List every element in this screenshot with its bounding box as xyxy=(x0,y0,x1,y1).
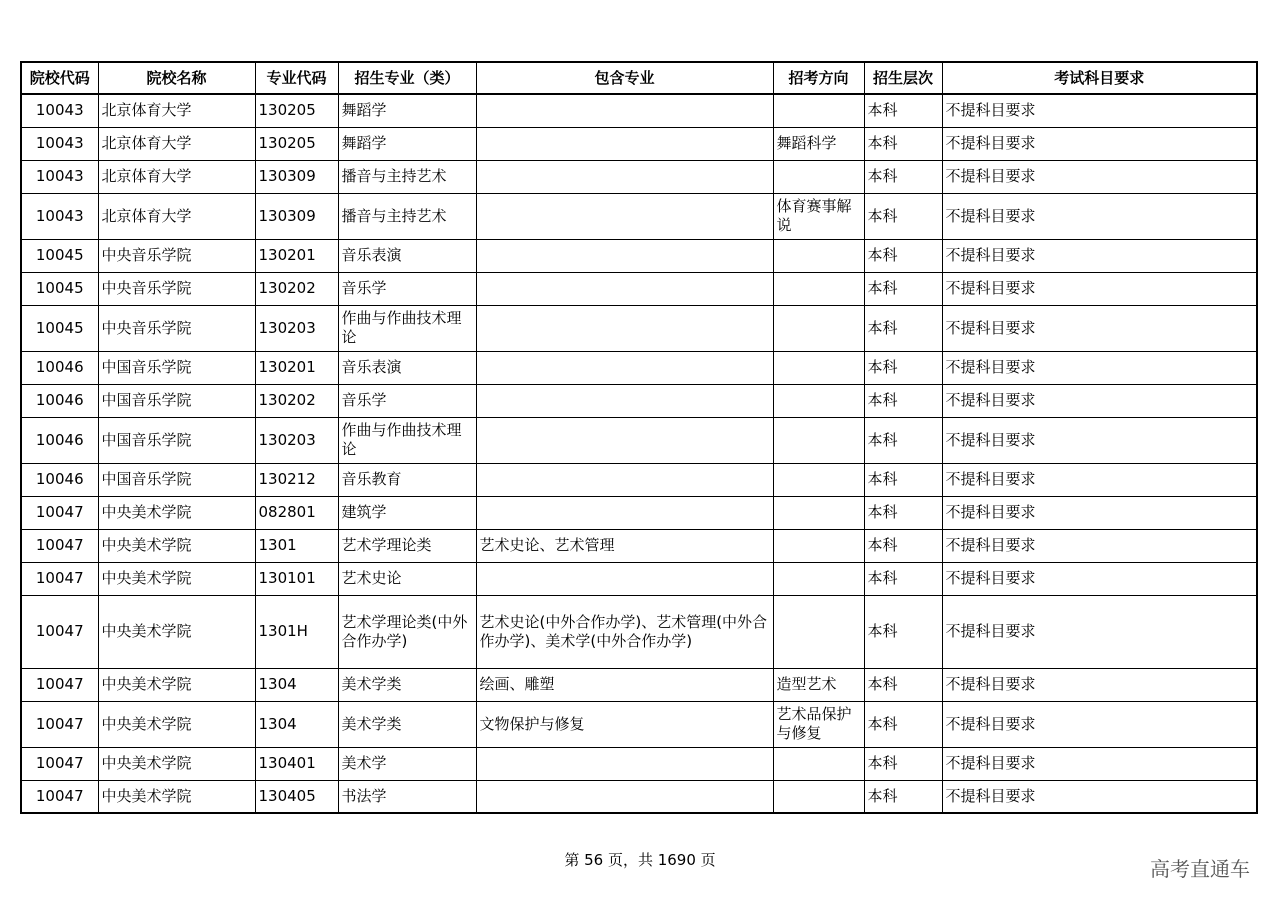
cell-level: 本科 xyxy=(864,417,942,463)
cell-school-name: 中央美术学院 xyxy=(98,701,255,747)
cell-major: 艺术学理论类(中外合作办学) xyxy=(338,595,476,668)
cell-requirement: 不提科目要求 xyxy=(942,463,1257,496)
cell-direction xyxy=(773,239,864,272)
cell-school-name: 北京体育大学 xyxy=(98,94,255,127)
cell-requirement: 不提科目要求 xyxy=(942,562,1257,595)
cell-major-code: 130212 xyxy=(255,463,338,496)
cell-includes xyxy=(476,160,773,193)
cell-includes xyxy=(476,193,773,239)
header-requirement: 考试科目要求 xyxy=(942,62,1257,94)
cell-school-name: 中央音乐学院 xyxy=(98,272,255,305)
cell-school-code: 10045 xyxy=(21,239,98,272)
cell-includes xyxy=(476,780,773,813)
cell-major-code: 130401 xyxy=(255,747,338,780)
cell-major-code: 130203 xyxy=(255,417,338,463)
cell-level: 本科 xyxy=(864,127,942,160)
cell-includes xyxy=(476,384,773,417)
cell-school-code: 10043 xyxy=(21,94,98,127)
cell-requirement: 不提科目要求 xyxy=(942,780,1257,813)
cell-school-name: 中国音乐学院 xyxy=(98,417,255,463)
cell-requirement: 不提科目要求 xyxy=(942,417,1257,463)
cell-direction xyxy=(773,529,864,562)
table-row xyxy=(21,780,1257,813)
cell-major: 作曲与作曲技术理论 xyxy=(338,417,476,463)
cell-major-code: 130202 xyxy=(255,272,338,305)
cell-includes xyxy=(476,496,773,529)
cell-direction xyxy=(773,417,864,463)
cell-school-name: 中央美术学院 xyxy=(98,496,255,529)
cell-direction xyxy=(773,384,864,417)
cell-school-code: 10046 xyxy=(21,463,98,496)
cell-requirement: 不提科目要求 xyxy=(942,305,1257,351)
cell-includes: 绘画、雕塑 xyxy=(476,668,773,701)
cell-level: 本科 xyxy=(864,351,942,384)
cell-major: 音乐表演 xyxy=(338,351,476,384)
cell-includes: 文物保护与修复 xyxy=(476,701,773,747)
table-row xyxy=(21,417,1257,463)
table-row xyxy=(21,747,1257,780)
header-major: 招生专业（类） xyxy=(338,62,476,94)
cell-direction xyxy=(773,94,864,127)
cell-school-name: 中国音乐学院 xyxy=(98,384,255,417)
cell-school-code: 10047 xyxy=(21,529,98,562)
cell-school-code: 10047 xyxy=(21,595,98,668)
cell-level: 本科 xyxy=(864,747,942,780)
cell-direction xyxy=(773,496,864,529)
cell-major-code: 130203 xyxy=(255,305,338,351)
cell-direction: 舞蹈科学 xyxy=(773,127,864,160)
cell-includes xyxy=(476,239,773,272)
table-row xyxy=(21,193,1257,239)
table-row xyxy=(21,595,1257,668)
cell-level: 本科 xyxy=(864,496,942,529)
cell-includes: 艺术史论(中外合作办学)、艺术管理(中外合作办学)、美术学(中外合作办学) xyxy=(476,595,773,668)
cell-school-code: 10045 xyxy=(21,305,98,351)
table-row xyxy=(21,127,1257,160)
header-includes: 包含专业 xyxy=(476,62,773,94)
cell-major-code: 130309 xyxy=(255,160,338,193)
cell-school-code: 10047 xyxy=(21,780,98,813)
cell-direction xyxy=(773,562,864,595)
cell-major-code: 130205 xyxy=(255,127,338,160)
cell-school-code: 10046 xyxy=(21,417,98,463)
cell-school-name: 北京体育大学 xyxy=(98,160,255,193)
cell-includes xyxy=(476,417,773,463)
header-level: 招生层次 xyxy=(864,62,942,94)
cell-direction: 造型艺术 xyxy=(773,668,864,701)
table-row xyxy=(21,239,1257,272)
cell-level: 本科 xyxy=(864,239,942,272)
cell-school-code: 10043 xyxy=(21,193,98,239)
cell-level: 本科 xyxy=(864,595,942,668)
cell-includes xyxy=(476,463,773,496)
cell-requirement: 不提科目要求 xyxy=(942,160,1257,193)
cell-major: 播音与主持艺术 xyxy=(338,160,476,193)
cell-includes xyxy=(476,127,773,160)
cell-major: 音乐表演 xyxy=(338,239,476,272)
cell-major-code: 1301H xyxy=(255,595,338,668)
cell-direction xyxy=(773,595,864,668)
cell-direction xyxy=(773,747,864,780)
cell-major-code: 1304 xyxy=(255,701,338,747)
cell-school-name: 中央美术学院 xyxy=(98,562,255,595)
admission-table xyxy=(20,61,1258,814)
cell-level: 本科 xyxy=(864,193,942,239)
table-row xyxy=(21,305,1257,351)
cell-school-name: 中央音乐学院 xyxy=(98,239,255,272)
cell-school-name: 中国音乐学院 xyxy=(98,351,255,384)
cell-includes xyxy=(476,562,773,595)
cell-major: 艺术学理论类 xyxy=(338,529,476,562)
table-row xyxy=(21,701,1257,747)
cell-major: 美术学 xyxy=(338,747,476,780)
cell-requirement: 不提科目要求 xyxy=(942,529,1257,562)
cell-requirement: 不提科目要求 xyxy=(942,595,1257,668)
cell-major-code: 130201 xyxy=(255,351,338,384)
cell-major: 播音与主持艺术 xyxy=(338,193,476,239)
cell-major: 书法学 xyxy=(338,780,476,813)
cell-school-name: 中央美术学院 xyxy=(98,668,255,701)
cell-school-name: 中央音乐学院 xyxy=(98,305,255,351)
cell-major-code: 130202 xyxy=(255,384,338,417)
cell-major: 音乐学 xyxy=(338,272,476,305)
cell-school-code: 10047 xyxy=(21,562,98,595)
cell-direction xyxy=(773,160,864,193)
cell-level: 本科 xyxy=(864,529,942,562)
header-major-code: 专业代码 xyxy=(255,62,338,94)
cell-requirement: 不提科目要求 xyxy=(942,272,1257,305)
cell-major: 美术学类 xyxy=(338,668,476,701)
cell-school-code: 10043 xyxy=(21,127,98,160)
cell-direction xyxy=(773,463,864,496)
header-direction: 招考方向 xyxy=(773,62,864,94)
cell-school-name: 中央美术学院 xyxy=(98,595,255,668)
cell-major-code: 1304 xyxy=(255,668,338,701)
table-row xyxy=(21,529,1257,562)
header-school-name: 院校名称 xyxy=(98,62,255,94)
cell-level: 本科 xyxy=(864,305,942,351)
cell-major-code: 130101 xyxy=(255,562,338,595)
cell-requirement: 不提科目要求 xyxy=(942,351,1257,384)
cell-level: 本科 xyxy=(864,160,942,193)
cell-direction xyxy=(773,272,864,305)
table-row xyxy=(21,160,1257,193)
cell-includes xyxy=(476,351,773,384)
table-body xyxy=(21,94,1257,813)
cell-school-code: 10047 xyxy=(21,668,98,701)
cell-direction xyxy=(773,780,864,813)
cell-school-code: 10046 xyxy=(21,351,98,384)
cell-requirement: 不提科目要求 xyxy=(942,701,1257,747)
cell-school-name: 北京体育大学 xyxy=(98,193,255,239)
page-number: 第 56 页，共 1690 页 xyxy=(564,851,716,869)
cell-includes xyxy=(476,747,773,780)
table-row xyxy=(21,463,1257,496)
cell-direction xyxy=(773,351,864,384)
cell-major: 舞蹈学 xyxy=(338,127,476,160)
cell-major: 艺术史论 xyxy=(338,562,476,595)
cell-school-code: 10047 xyxy=(21,701,98,747)
table-row xyxy=(21,272,1257,305)
cell-major-code: 082801 xyxy=(255,496,338,529)
cell-school-name: 中央美术学院 xyxy=(98,780,255,813)
cell-major: 舞蹈学 xyxy=(338,94,476,127)
cell-level: 本科 xyxy=(864,463,942,496)
cell-school-code: 10045 xyxy=(21,272,98,305)
cell-requirement: 不提科目要求 xyxy=(942,193,1257,239)
cell-school-code: 10047 xyxy=(21,747,98,780)
cell-level: 本科 xyxy=(864,272,942,305)
header-school-code: 院校代码 xyxy=(21,62,98,94)
cell-level: 本科 xyxy=(864,780,942,813)
header-row xyxy=(21,62,1257,94)
cell-includes xyxy=(476,94,773,127)
cell-major-code: 130201 xyxy=(255,239,338,272)
cell-includes: 艺术史论、艺术管理 xyxy=(476,529,773,562)
table-row xyxy=(21,384,1257,417)
cell-major: 作曲与作曲技术理论 xyxy=(338,305,476,351)
cell-school-code: 10043 xyxy=(21,160,98,193)
cell-school-code: 10047 xyxy=(21,496,98,529)
cell-school-name: 中央美术学院 xyxy=(98,747,255,780)
cell-major-code: 130405 xyxy=(255,780,338,813)
table-row xyxy=(21,496,1257,529)
cell-requirement: 不提科目要求 xyxy=(942,239,1257,272)
cell-direction xyxy=(773,305,864,351)
cell-major-code: 130309 xyxy=(255,193,338,239)
cell-direction: 体育赛事解说 xyxy=(773,193,864,239)
cell-direction: 艺术品保护与修复 xyxy=(773,701,864,747)
table-row xyxy=(21,668,1257,701)
table-row xyxy=(21,562,1257,595)
cell-level: 本科 xyxy=(864,668,942,701)
cell-school-code: 10046 xyxy=(21,384,98,417)
cell-requirement: 不提科目要求 xyxy=(942,668,1257,701)
cell-major: 音乐教育 xyxy=(338,463,476,496)
watermark-logo-text: 高考直通车 xyxy=(1150,857,1250,881)
cell-requirement: 不提科目要求 xyxy=(942,127,1257,160)
cell-major: 音乐学 xyxy=(338,384,476,417)
cell-major: 建筑学 xyxy=(338,496,476,529)
cell-major: 美术学类 xyxy=(338,701,476,747)
cell-requirement: 不提科目要求 xyxy=(942,384,1257,417)
cell-school-name: 中国音乐学院 xyxy=(98,463,255,496)
cell-level: 本科 xyxy=(864,701,942,747)
table-row xyxy=(21,351,1257,384)
cell-school-name: 北京体育大学 xyxy=(98,127,255,160)
cell-major-code: 130205 xyxy=(255,94,338,127)
cell-requirement: 不提科目要求 xyxy=(942,94,1257,127)
cell-level: 本科 xyxy=(864,562,942,595)
cell-includes xyxy=(476,305,773,351)
cell-requirement: 不提科目要求 xyxy=(942,496,1257,529)
cell-school-name: 中央美术学院 xyxy=(98,529,255,562)
cell-requirement: 不提科目要求 xyxy=(942,747,1257,780)
table-row xyxy=(21,94,1257,127)
cell-includes xyxy=(476,272,773,305)
cell-level: 本科 xyxy=(864,94,942,127)
cell-major-code: 1301 xyxy=(255,529,338,562)
cell-level: 本科 xyxy=(864,384,942,417)
